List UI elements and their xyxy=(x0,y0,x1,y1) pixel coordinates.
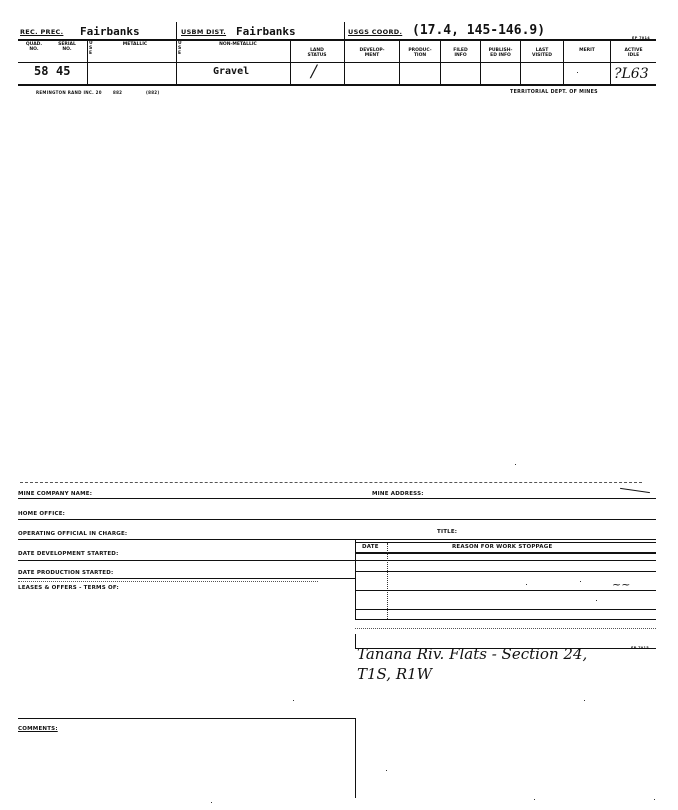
divider xyxy=(480,39,481,84)
rule xyxy=(18,539,656,540)
values-bottom-rule xyxy=(18,84,656,86)
rule xyxy=(18,581,318,582)
divider xyxy=(290,39,291,84)
usgs-coord-value: (17.4, 145-146.9) xyxy=(412,23,546,38)
rule xyxy=(18,560,656,561)
active-idle-mark: ?L63 xyxy=(614,66,649,82)
divider xyxy=(399,39,400,84)
speck xyxy=(584,700,585,701)
divider xyxy=(563,39,564,84)
date-header: DATE xyxy=(362,544,379,550)
form-code-top: EP 7014 xyxy=(632,36,651,40)
col-published-info: PUBLISH- ED INFO xyxy=(488,48,513,58)
col-metallic: METALLIC xyxy=(122,42,148,47)
rule xyxy=(18,498,656,499)
col-use-nonmetallic: U S E xyxy=(178,41,182,56)
divider xyxy=(355,634,356,648)
rule xyxy=(355,609,656,610)
home-office-label: HOME OFFICE: xyxy=(18,511,66,517)
divider xyxy=(344,22,345,84)
card-top-edge xyxy=(20,482,642,483)
col-last-visited: LAST VISITED xyxy=(532,48,552,58)
col-filed-info: FILED INFO xyxy=(453,48,468,58)
rule xyxy=(18,718,355,719)
speck xyxy=(654,799,655,800)
rule xyxy=(355,590,656,591)
divider xyxy=(176,22,177,84)
footer-right: TERRITORIAL DEPT. OF MINES xyxy=(510,90,598,95)
title-label: TITLE: xyxy=(437,529,458,535)
mine-address-label: MINE ADDRESS: xyxy=(372,491,424,497)
rec-prec-value: Fairbanks xyxy=(80,25,140,38)
speck xyxy=(526,584,527,585)
reason-header: REASON FOR WORK STOPPAGE xyxy=(452,544,553,550)
divider xyxy=(87,39,88,84)
handwritten-location-line1: Tanana Riv. Flats - Section 24, xyxy=(357,645,588,663)
operating-official-label: OPERATING OFFICIAL IN CHARGE: xyxy=(18,531,128,537)
col-development: DEVELOP- MENT xyxy=(359,48,385,58)
speck xyxy=(293,700,294,701)
rule xyxy=(18,578,355,579)
speck xyxy=(211,802,212,803)
usbm-dist-label: USBM DIST. xyxy=(181,28,227,36)
rule xyxy=(355,628,656,629)
speck xyxy=(386,770,387,771)
divider xyxy=(355,539,356,619)
col-land-status: LAND STATUS xyxy=(307,48,327,58)
usgs-coord-label: USGS COORD. xyxy=(348,28,403,36)
rule xyxy=(355,552,656,554)
speck xyxy=(534,799,535,800)
usbm-dist-value: Fairbanks xyxy=(236,25,296,38)
date-development-label: DATE DEVELOPMENT STARTED: xyxy=(18,551,119,557)
col-production: PRODUC- TION xyxy=(408,48,432,58)
form-code-bottom: EP 7015 xyxy=(631,646,650,650)
divider xyxy=(355,718,356,798)
col-merit: MERIT xyxy=(579,48,595,53)
speck xyxy=(596,600,597,601)
pen-stroke xyxy=(620,488,650,493)
rec-prec-label: REC. PREC. xyxy=(20,28,64,36)
handwritten-location-line2: T1S, R1W xyxy=(357,665,433,683)
speck xyxy=(580,581,581,582)
divider xyxy=(520,39,521,84)
pen-mark: ~~ xyxy=(612,578,631,591)
speck xyxy=(577,72,578,73)
quad-value: 58 xyxy=(34,64,49,78)
comments-label: COMMENTS: xyxy=(18,726,58,732)
col-quad-no: QUAD. NO. xyxy=(25,42,43,52)
leases-offers-label: LEASES & OFFERS - TERMS OF: xyxy=(18,585,119,591)
rule xyxy=(355,619,656,620)
footer-num2: (882) xyxy=(146,90,160,95)
mine-company-name-label: MINE COMPANY NAME: xyxy=(18,491,93,497)
rule xyxy=(18,519,656,520)
land-status-mark: / xyxy=(311,62,317,82)
speck xyxy=(515,464,516,465)
divider xyxy=(440,39,441,84)
date-production-label: DATE PRODUCTION STARTED: xyxy=(18,570,114,576)
divider xyxy=(610,39,611,84)
non-metallic-value: Gravel xyxy=(213,66,250,77)
header-bottom-rule xyxy=(18,62,656,63)
header-top-rule xyxy=(18,39,656,41)
col-use-metallic: U S E xyxy=(89,41,93,56)
col-non-metallic: NON-METALLIC xyxy=(219,42,257,47)
rule xyxy=(355,542,656,543)
footer-num1: 882 xyxy=(113,90,123,95)
rule xyxy=(355,571,656,572)
serial-value: 45 xyxy=(56,64,71,78)
footer-left: REMINGTON RAND INC. 20 xyxy=(36,90,102,95)
divider xyxy=(387,543,388,619)
col-serial-no: SERIAL NO. xyxy=(58,42,76,52)
col-active-idle: ACTIVE IDLE xyxy=(624,48,643,58)
